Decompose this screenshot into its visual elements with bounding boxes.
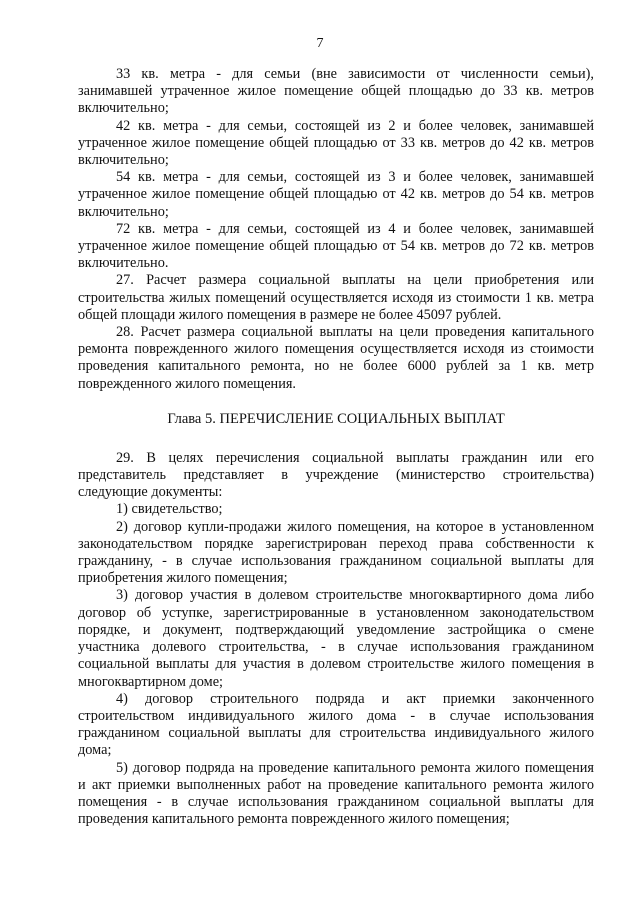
list-item-1: 1) свидетельство; xyxy=(116,501,223,518)
document-body xyxy=(78,66,594,828)
paragraph-54-sqm: 54 кв. метра - для семьи, состоящей из 3 и более человек, занимавшей утраченное жилое помещение общей площадью от 42 кв. метров до 54 кв. метров включительно; xyxy=(78,169,594,220)
paragraph-33-sqm: 33 кв. метра - для семьи (вне зависимости от численности семьи), занимавшей утраченное жилое помещение общей площадью до 33 кв. метров включительно; xyxy=(78,66,594,117)
paragraph-72-sqm: 72 кв. метра - для семьи, состоящей из 4 и более человек, занимавшей утраченное жилое помещение общей площадью от 54 кв. метров до 72 кв. метров включительно. xyxy=(78,220,594,272)
page-number: 7 xyxy=(316,36,324,51)
chapter-title: Глава 5. ПЕРЕЧИСЛЕНИЕ СОЦИАЛЬНЫХ ВЫПЛАТ xyxy=(167,410,505,427)
paragraph-29: 29. В целях перечисления социальной выплаты гражданин или его представитель представляет в учреждение (министерство строительства) следующие документы: xyxy=(78,449,594,501)
paragraph-28: 28. Расчет размера социальной выплаты на цели проведения капитального ремонта поврежденного жилого помещения осуществляется исходя из стоимости проведения капитального ремонта, но не более 6000 рублей за 1 кв. метр поврежденного жилого помещения. xyxy=(78,324,594,392)
list-item-4: 4) договор строительного подряда и акт приемки законченного строительством индивидуального жилого дома - в случае использования гражданином социальной выплаты для строительства индивидуального жилого дома; xyxy=(78,690,594,759)
list-item-5: 5) договор подряда на проведение капитального ремонта жилого помещения и акт приемки выполненных работ на проведение капитального ремонта жилого помещения - в случае использования гражданином социальной выплаты для проведения капитального ремонта поврежденного жилого помещения; xyxy=(78,759,594,828)
paragraph-27: 27. Расчет размера социальной выплаты на цели приобретения или строительства жилых помещений осуществляется исходя из стоимости 1 кв. метра общей площади жилого помещения в размере не более 45097 рублей. xyxy=(78,272,594,323)
paragraph-42-sqm: 42 кв. метра - для семьи, состоящей из 2 и более человек, занимавшей утраченное жилое помещение общей площадью от 33 кв. метров до 42 кв. метров включительно; xyxy=(78,117,594,169)
list-item-2: 2) договор купли-продажи жилого помещения, на которое в установленном законодательством порядке зарегистрирован переход права собственности к гражданину, - в случае использования гражданином социальной выплаты для приобретения жилого помещения; xyxy=(78,518,594,587)
list-item-3: 3) договор участия в долевом строительстве многоквартирного дома либо договор об уступке, зарегистрированные в установленном законодательством порядке, и документ, подтверждающий уведомление застройщика о смене участника долевого строительства, - в случае использования гражданином социальной выплаты для участия в долевом строительстве жилого помещения в многоквартирном доме; xyxy=(78,587,594,690)
